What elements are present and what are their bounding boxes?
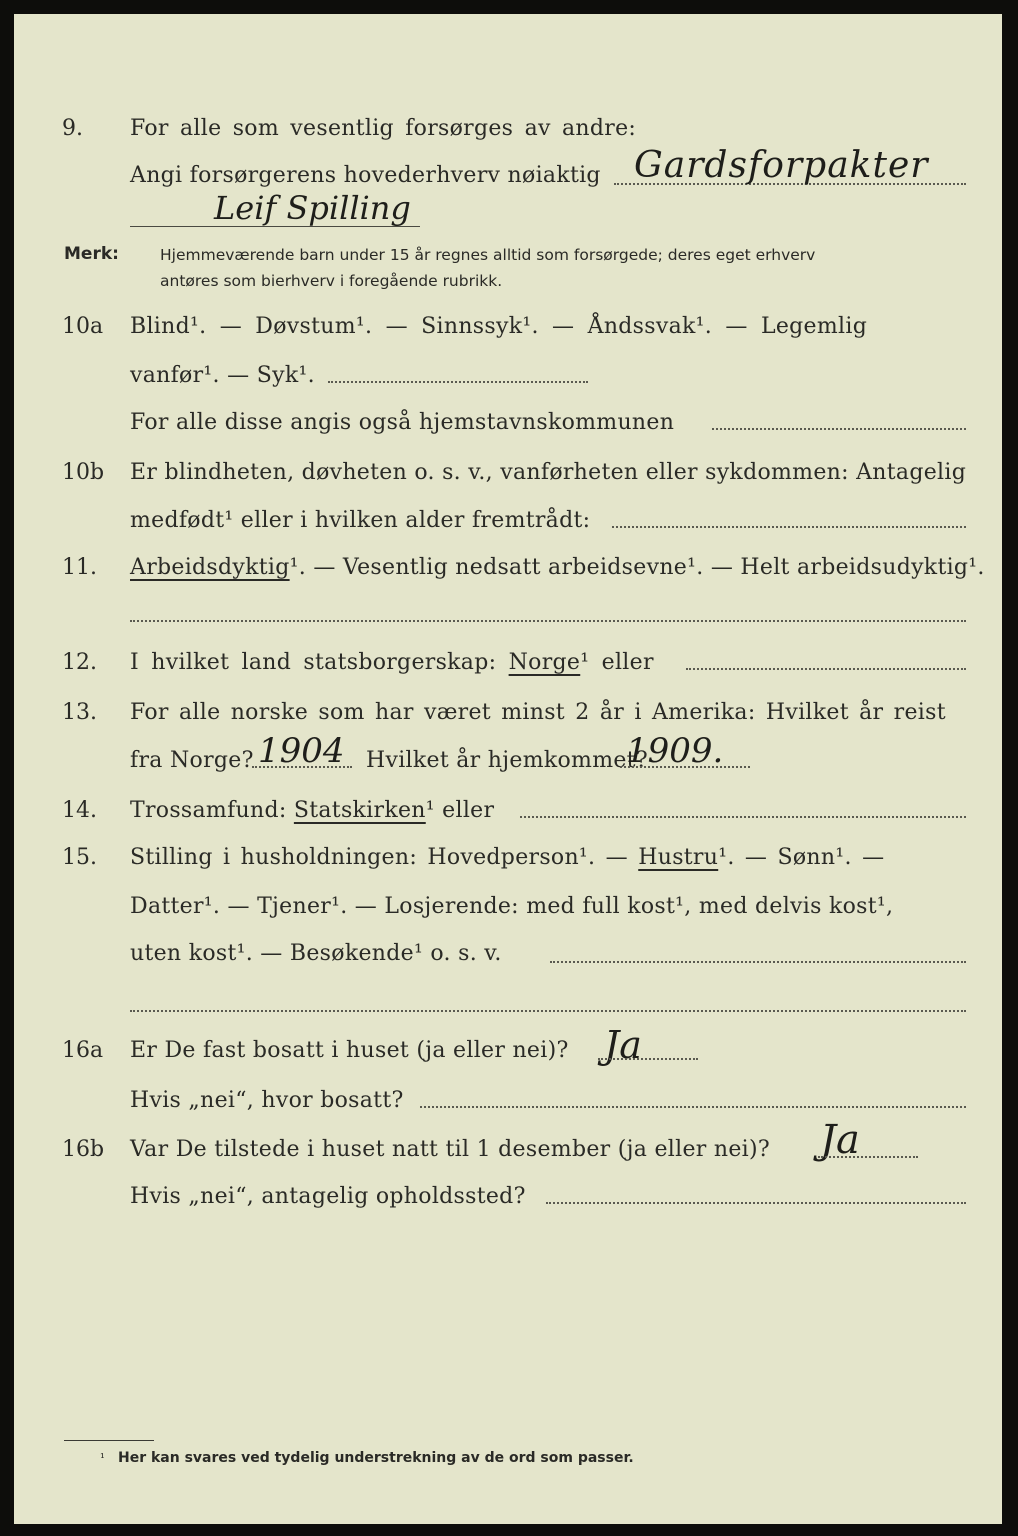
q15-line2: Datter¹. — Tjener¹. — Losjerende: med full kost¹, med delvis kost¹,: [130, 894, 894, 919]
q14-underlined-option: Statskirken: [293, 798, 426, 823]
q16a-line1: Er De fast bosatt i huset (ja eller nei)?: [130, 1038, 569, 1063]
q15-pre: Stilling i husholdningen: Hovedperson¹. —: [130, 845, 628, 870]
q16a-answer-line: [598, 1058, 698, 1060]
merk-label: Merk:: [64, 244, 119, 264]
q10a-syk-line: [328, 381, 588, 383]
q16a-number: 16a: [62, 1038, 104, 1063]
q14-line: [130, 800, 494, 822]
q13-handwritten-year-return: 1909.: [626, 731, 724, 771]
q9-handwritten-occupation: Gardsforpakter: [634, 145, 929, 186]
q11-number: 11.: [62, 555, 97, 580]
q15-line3: uten kost¹. — Besøkende¹ o. s. v.: [130, 941, 502, 966]
q10b-answer-line: [612, 526, 966, 528]
q16b-number: 16b: [62, 1137, 105, 1162]
q15-post: ¹. — Sønn¹. —: [718, 845, 885, 870]
footnote-text: Her kan svares ved tydelig understrekning av de ord som passer.: [118, 1450, 634, 1466]
q15-number: 15.: [62, 845, 97, 870]
q12-pre: I hvilket land statsborgerskap:: [130, 650, 497, 675]
q11-line: [130, 557, 985, 579]
q14-answer-line: [520, 816, 966, 818]
merk-line2: antøres som bierhverv i foregående rubrikk.: [160, 272, 503, 290]
q13-line1: For alle norske som har været minst 2 år i Amerika: Hvilket år reist: [130, 700, 946, 725]
q13-year-left-line: [252, 766, 352, 768]
footnote-rule: [64, 1440, 154, 1441]
q11-rest: ¹. — Vesentlig nedsatt arbeidsevne¹. — Helt arbeidsudyktig¹.: [289, 555, 985, 580]
q12-number: 12.: [62, 650, 97, 675]
q12-post: ¹ eller: [580, 650, 654, 675]
q13-year-return-line: [620, 766, 750, 768]
q16a-bosatt-line: [420, 1106, 966, 1108]
q14-pre: Trossamfund:: [130, 798, 287, 823]
q16b-opholdssted-line: [546, 1202, 966, 1204]
q10b-number: 10b: [62, 460, 105, 485]
q11-underlined-option: Arbeidsdyktig: [130, 555, 290, 580]
q12-underlined-option: Norge: [508, 650, 581, 675]
q10b-line2: medfødt¹ eller i hvilken alder fremtrådt:: [130, 508, 591, 533]
q16b-answer-line: [818, 1156, 918, 1158]
q10a-line1: Blind¹. — Døvstum¹. — Sinnssyk¹. — Åndssvak¹. — Legemlig: [130, 314, 868, 339]
q12-answer-line: [686, 668, 966, 670]
q15-line1: [130, 847, 884, 869]
q16b-line2: Hvis „nei“, antagelig opholdssted?: [130, 1184, 526, 1209]
q16a-line2: Hvis „nei“, hvor bosatt?: [130, 1088, 404, 1113]
q11-answer-line: [130, 620, 966, 622]
q15-underlined-option: Hustru: [638, 845, 719, 870]
q10b-line1: Er blindheten, døvheten o. s. v., vanførheten eller sykdommen: Antagelig: [130, 460, 967, 485]
q14-post: ¹ eller: [425, 798, 495, 823]
q10a-line2: vanfør¹. — Syk¹.: [130, 363, 315, 388]
q15-answer-line: [550, 961, 966, 963]
q14-number: 14.: [62, 798, 97, 823]
q16b-handwritten-answer: Ja: [820, 1117, 860, 1163]
q16b-line1: Var De tilstede i huset natt til 1 desember (ja eller nei)?: [130, 1137, 770, 1162]
q12-line: [130, 652, 654, 674]
q16a-handwritten-answer: Ja: [604, 1023, 642, 1067]
q10a-number: 10a: [62, 314, 104, 339]
q13-pre: fra Norge?: [130, 748, 254, 773]
footnote-mark: ¹: [100, 1451, 105, 1465]
q10a-line3: For alle disse angis også hjemstavnskommunen: [130, 410, 675, 435]
q9-line2: Angi forsørgerens hovederhverv nøiaktig: [130, 163, 601, 188]
q13-handwritten-year-left: 1904: [258, 731, 345, 771]
q9-handwritten-name: Leif Spilling: [214, 189, 411, 227]
q13-number: 13.: [62, 700, 97, 725]
q9-number: 9.: [62, 116, 83, 141]
q9-line1: For alle som vesentlig forsørges av andre:: [130, 116, 637, 141]
q15-second-answer-line: [130, 1010, 966, 1012]
q10a-kommune-line: [712, 428, 966, 430]
q13-mid: Hvilket år hjemkommet?: [366, 748, 648, 773]
merk-line1: Hjemmeværende barn under 15 år regnes alltid som forsørgede; deres eget erhverv: [160, 246, 816, 264]
